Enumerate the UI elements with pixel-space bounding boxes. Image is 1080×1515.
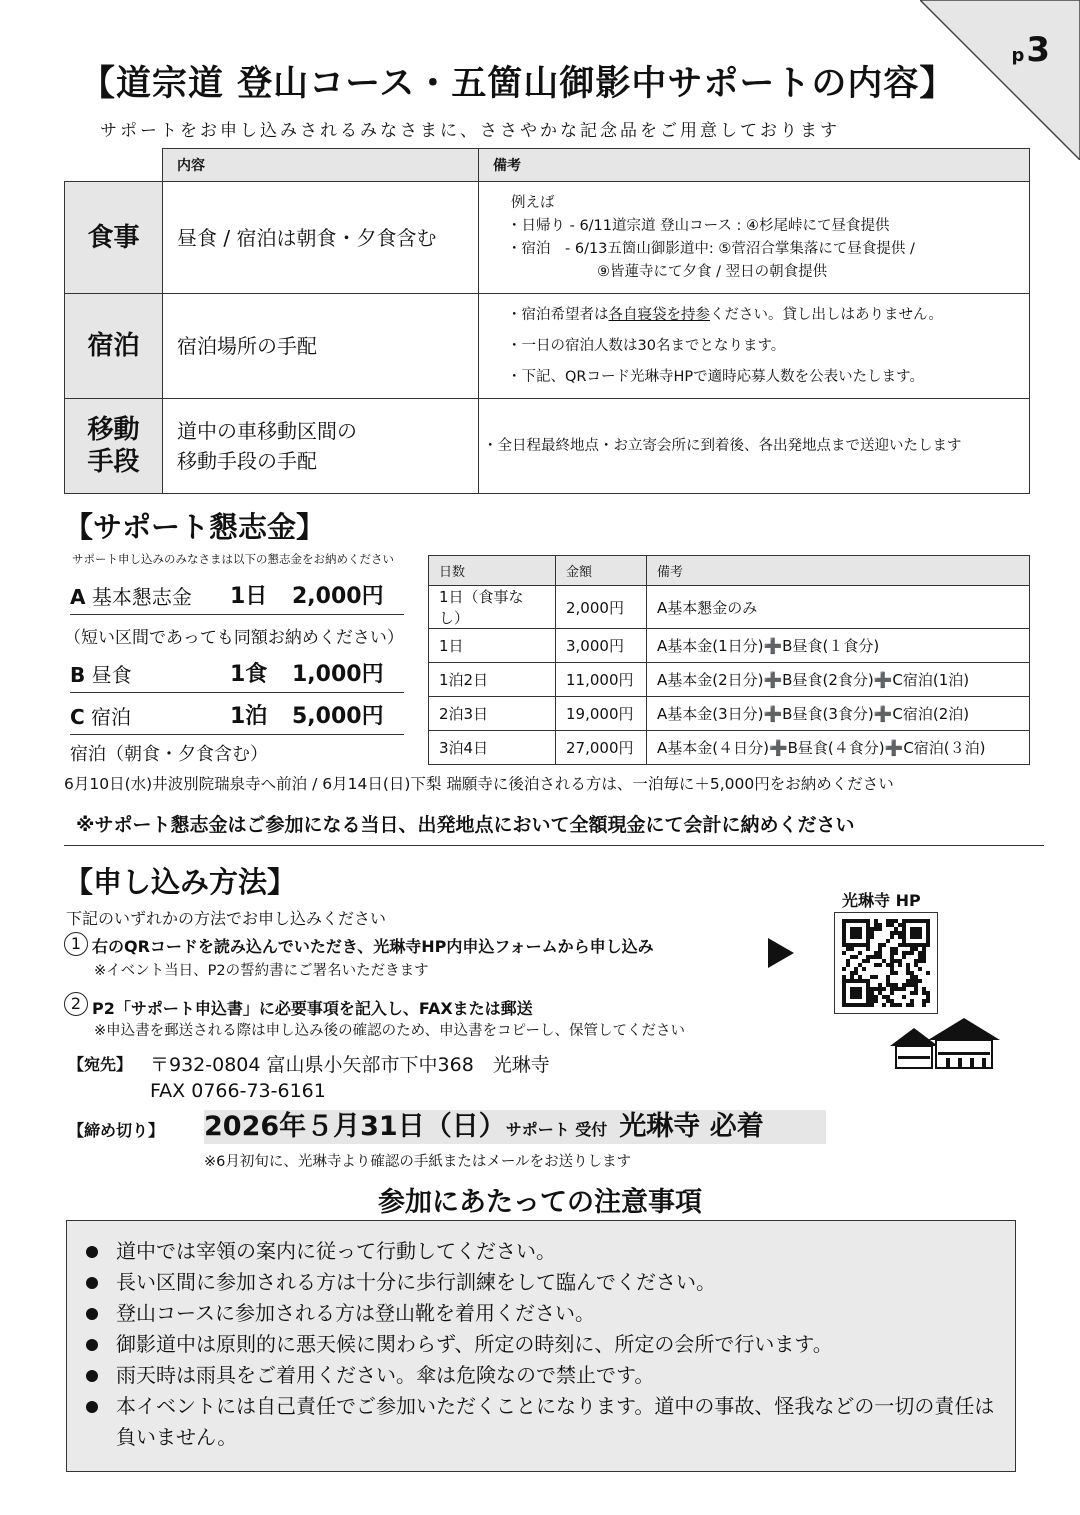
arrow-right-icon	[768, 938, 796, 972]
address-label: 【宛先】	[68, 1055, 133, 1074]
fee-cell-amount: 11,000円	[556, 663, 647, 697]
deadline-note: ※6月初旬に、光琳寺より確認の手紙またはメールをお送りします	[204, 1154, 632, 1170]
bullet-icon	[86, 1339, 98, 1351]
method-1-note: ※イベント当日、P2の誓約書にご署名いただきます	[94, 963, 429, 979]
fee-cell-days: 1日	[429, 629, 556, 663]
qr-code-icon	[842, 919, 930, 1007]
fee-table-row	[429, 697, 1030, 731]
fee-table	[428, 555, 1030, 765]
fee-amount: 5,000円	[292, 704, 384, 729]
address-text: 〒932-0804 富山県小矢部市下中368 光琳寺	[150, 1054, 550, 1076]
fee-name: 宿泊	[91, 705, 132, 729]
fee-table-row	[429, 663, 1030, 697]
fee-cell-notes: A基本金(1日分)➕B昼食(１食分)	[647, 629, 1030, 663]
header-blank	[65, 149, 163, 182]
caution-item: 道中では宰領の案内に従って行動してください。	[116, 1239, 556, 1263]
apply-title: 【申し込み方法】	[64, 865, 297, 899]
deadline-end: 光琳寺 必着	[619, 1111, 764, 1142]
content-transport	[163, 399, 479, 494]
fee-cell-days: 1日（食事なし）	[429, 586, 556, 629]
donation-lead: サポート申し込みのみなさまは以下の懇志金をお納めください	[72, 552, 394, 566]
support-table-header	[65, 149, 1030, 182]
qr-code[interactable]	[834, 912, 938, 1014]
category-line: 移動	[87, 415, 140, 445]
note-line	[507, 300, 1019, 331]
fee-label	[70, 701, 131, 730]
method-2-note: ※申込書を郵送される際は申し込み後の確認のため、申込書をコピーし、保管してください	[94, 1023, 685, 1039]
deadline-label: 【締め切り】	[68, 1121, 165, 1140]
fee-amount: 2,000円	[292, 584, 384, 609]
section-divider	[64, 845, 1044, 846]
content-line: 移動手段の手配	[177, 449, 317, 473]
fee-amount: 1,000円	[292, 662, 384, 687]
fax-number: FAX 0766-73-6161	[150, 1080, 326, 1102]
fee-label	[70, 659, 132, 688]
header-content: 内容	[163, 149, 479, 182]
bullet-icon	[86, 1246, 98, 1258]
method-number-2: 2	[64, 992, 88, 1016]
support-table	[64, 148, 1030, 494]
note-line: ・下記、QRコード光琳寺HPで適時応募人数を公表いたします。	[507, 368, 924, 385]
fee-row-b	[70, 660, 404, 693]
fee-cell-amount: 19,000円	[556, 697, 647, 731]
note-line: ・一日の宿泊人数は30名までとなります。	[507, 337, 786, 354]
fee-header-amount: 金額	[556, 556, 647, 586]
page-number-value: 3	[1026, 30, 1050, 70]
fee-cell-days: 3泊4日	[429, 731, 556, 765]
fee-label	[70, 581, 192, 610]
fee-letter: B	[70, 663, 86, 687]
note-line: ⑨皆蓮寺にて夕食 / 翌日の朝食提供	[597, 263, 828, 280]
donation-title: 【サポート懇志金】	[64, 510, 326, 544]
support-row-transport	[65, 399, 1030, 494]
bullet-icon	[86, 1401, 98, 1413]
note-line: ・日帰り - 6/11道宗道 登山コース : ④杉尾峠にて昼食提供	[507, 217, 890, 234]
fee-header-notes: 備考	[647, 556, 1030, 586]
deadline-date: 2026年５月31日（日）	[204, 1111, 506, 1142]
fee-letter: C	[70, 705, 85, 729]
fee-note-a: （短い区間であっても同額お納めください）	[64, 628, 404, 648]
page-subtitle: サポートをお申し込みされるみなさまに、ささやかな記念品をご用意しております	[100, 121, 840, 141]
notes-transport: ・全日程最終地点・お立寄会所に到着後、各出発地点まで送迎いたします	[479, 399, 1030, 494]
content-line: 道中の車移動区間の	[177, 419, 357, 443]
support-row-lodging	[65, 294, 1030, 399]
notes-lodging	[479, 294, 1030, 399]
caution-item: 登山コースに参加される方は登山靴を着用ください。	[116, 1301, 595, 1325]
fee-unit: 1泊	[230, 704, 268, 729]
fee-unit: 1日	[230, 584, 268, 609]
caution-title: 参加にあたっての注意事項	[378, 1187, 702, 1218]
fee-table-row	[429, 629, 1030, 663]
page-prefix: p	[1011, 45, 1025, 66]
fee-cell-notes: A基本金(3日分)➕B昼食(3食分)➕C宿泊(2泊)	[647, 697, 1030, 731]
category-meal: 食事	[65, 182, 163, 294]
notes-meal	[479, 182, 1030, 294]
fee-cell-days: 2泊3日	[429, 697, 556, 731]
header-notes: 備考	[479, 149, 1030, 182]
bullet-icon	[86, 1277, 98, 1289]
page-title: 【道宗道 登山コース・五箇山御影中サポートの内容】	[80, 64, 956, 104]
deadline	[204, 1110, 826, 1144]
fee-row-c	[70, 702, 404, 735]
fee-cell-notes: A基本懇金のみ	[647, 586, 1030, 629]
fee-cell-notes: A基本金(４日分)➕B昼食(４食分)➕C宿泊(３泊)	[647, 731, 1030, 765]
method-1-text: 右のQRコードを読み込んでいただき、光琳寺HP内申込フォームから申し込み	[92, 937, 654, 956]
bullet-icon	[86, 1308, 98, 1320]
fee-unit: 1食	[230, 662, 268, 687]
category-transport	[65, 399, 163, 494]
fee-cell-amount: 2,000円	[556, 586, 647, 629]
cash-payment-note: ※サポート懇志金はご参加になる当日、出発地点において全額現金にて会計に納めください	[76, 814, 855, 836]
fee-table-row	[429, 731, 1030, 765]
fee-header-days: 日数	[429, 556, 556, 586]
note-underlined: 各自寝袋を持参	[608, 306, 710, 323]
fee-row-a	[70, 582, 404, 615]
apply-lead: 下記のいずれかの方法でお申し込みください	[66, 909, 387, 928]
deadline-small: サポート 受付	[505, 1120, 608, 1139]
qr-label: 光琳寺 HP	[842, 891, 921, 910]
note-post: ください。貸し出しはありません。	[710, 306, 943, 323]
note-line: 例えば	[511, 194, 555, 211]
temple-icon	[884, 1016, 1004, 1076]
caution-item: 本イベントには自己責任でご参加いただくことになります。道中の事故、怪我などの一切の責任は負いません。	[116, 1394, 995, 1449]
method-2-text: P2「サポート申込書」に必要事項を記入し、FAXまたは郵送	[92, 999, 533, 1018]
caution-item: 長い区間に参加される方は十分に歩行訓練をして臨んでください。	[116, 1270, 716, 1294]
category-line: 手段	[87, 447, 140, 477]
fee-cell-amount: 27,000円	[556, 731, 647, 765]
fee-table-header	[429, 556, 1030, 586]
fee-cell-amount: 3,000円	[556, 629, 647, 663]
category-lodging: 宿泊	[65, 294, 163, 399]
fee-note-c: 宿泊（朝食・夕食含む）	[70, 744, 268, 765]
fee-name: 昼食	[91, 663, 132, 687]
fee-letter: A	[70, 585, 86, 609]
note-pre: ・宿泊希望者は	[507, 306, 609, 323]
content-lodging: 宿泊場所の手配	[163, 294, 479, 399]
support-row-meal	[65, 182, 1030, 294]
content-meal: 昼食 / 宿泊は朝食・夕食含む	[163, 182, 479, 294]
method-number-1: 1	[64, 932, 88, 956]
bullet-icon	[86, 1370, 98, 1382]
fee-table-row	[429, 586, 1030, 629]
caution-item: 雨天時は雨具をご着用ください。傘は危険なので禁止です。	[116, 1363, 655, 1387]
page-number	[1011, 30, 1050, 70]
caution-item: 御影道中は原則的に悪天候に関わらず、所定の時刻に、所定の会所で行います。	[116, 1332, 833, 1356]
note-line: ・宿泊 - 6/13五箇山御影道中: ⑤菅沼合掌集落にて昼食提供 /	[507, 240, 915, 257]
extra-night-note: 6月10日(水)井波別院瑞泉寺へ前泊 / 6月14日(日)下梨 瑞願寺に後泊される方は、一泊毎に＋5,000円をお納めください	[64, 775, 894, 793]
fee-cell-notes: A基本金(2日分)➕B昼食(2食分)➕C宿泊(1泊)	[647, 663, 1030, 697]
fee-name: 基本懇志金	[91, 585, 192, 609]
fee-cell-days: 1泊2日	[429, 663, 556, 697]
